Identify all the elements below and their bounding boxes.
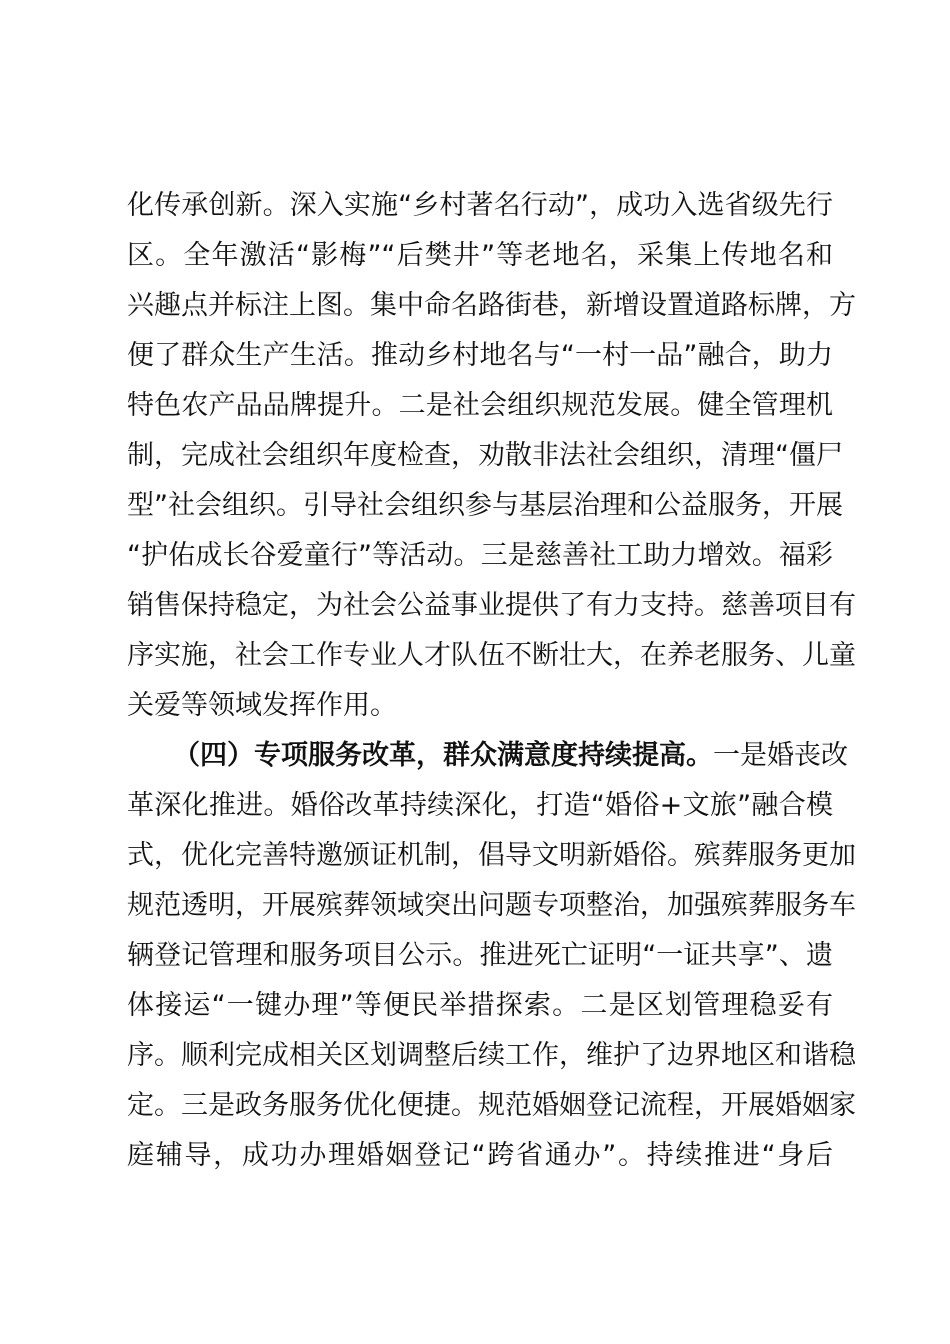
paragraph-3-continued [127,181,856,731]
text-line: 式，优化完善特邀颁证机制，倡导文明新婚俗。殡葬服务更加 [127,840,856,871]
section-4-first-line [127,731,848,781]
text-line: 销售保持稳定，为社会公益事业提供了有力支持。慈善项目有 [127,590,856,621]
text-line: 体接运“一键办理”等便民举措探索。二是区划管理稳妥有 [127,990,833,1021]
text-line: 革深化推进。婚俗改革持续深化，打造“婚俗+文旅”融合模 [127,790,833,821]
text-line: 区。全年激活“影梅”“后樊井”等老地名，采集上传地名和 [127,240,833,271]
text-line: 庭辅导，成功办理婚姻登记“跨省通办”。持续推进“身后 [127,1140,833,1171]
text-line: 特色农产品品牌提升。二是社会组织规范发展。健全管理机 [127,390,833,421]
text-line: 序实施，社会工作专业人才队伍不断壮大，在养老服务、儿童 [127,640,856,671]
text-line: 序。顺利完成相关区划调整后续工作，维护了边界地区和谐稳 [127,1040,856,1071]
text-line: 便了群众生产生活。推动乡村地名与“一村一品”融合，助力 [127,340,833,371]
text-line: 型”社会组织。引导社会组织参与基层治理和公益服务，开展 [127,490,843,521]
text-line: 兴趣点并标注上图。集中命名路街巷，新增设置道路标牌，方 [127,290,856,321]
text-line: “护佑成长谷爱童行”等活动。三是慈善社工助力增效。福彩 [127,540,833,571]
text-line: 制，完成社会组织年度检查，劝散非法社会组织，清理“僵尸 [127,440,843,471]
text-line: 定。三是政务服务优化便捷。规范婚姻登记流程，开展婚姻家 [127,1090,856,1121]
section-4-heading: （四）专项服务改革，群众满意度持续提高。 [173,740,713,771]
text-line: 化传承创新。深入实施“乡村著名行动”，成功入选省级先行 [127,190,833,221]
section-4-first-line-rest: 一是婚丧改 [713,740,848,771]
text-line: 辆登记管理和服务项目公示。推进死亡证明“一证共享”、遗 [127,940,833,971]
document-page [127,181,856,1181]
paragraph-section-4 [127,731,856,1181]
text-line: 关爱等领域发挥作用。 [127,690,397,721]
text-line: 规范透明，开展殡葬领域突出问题专项整治，加强殡葬服务车 [127,890,856,921]
